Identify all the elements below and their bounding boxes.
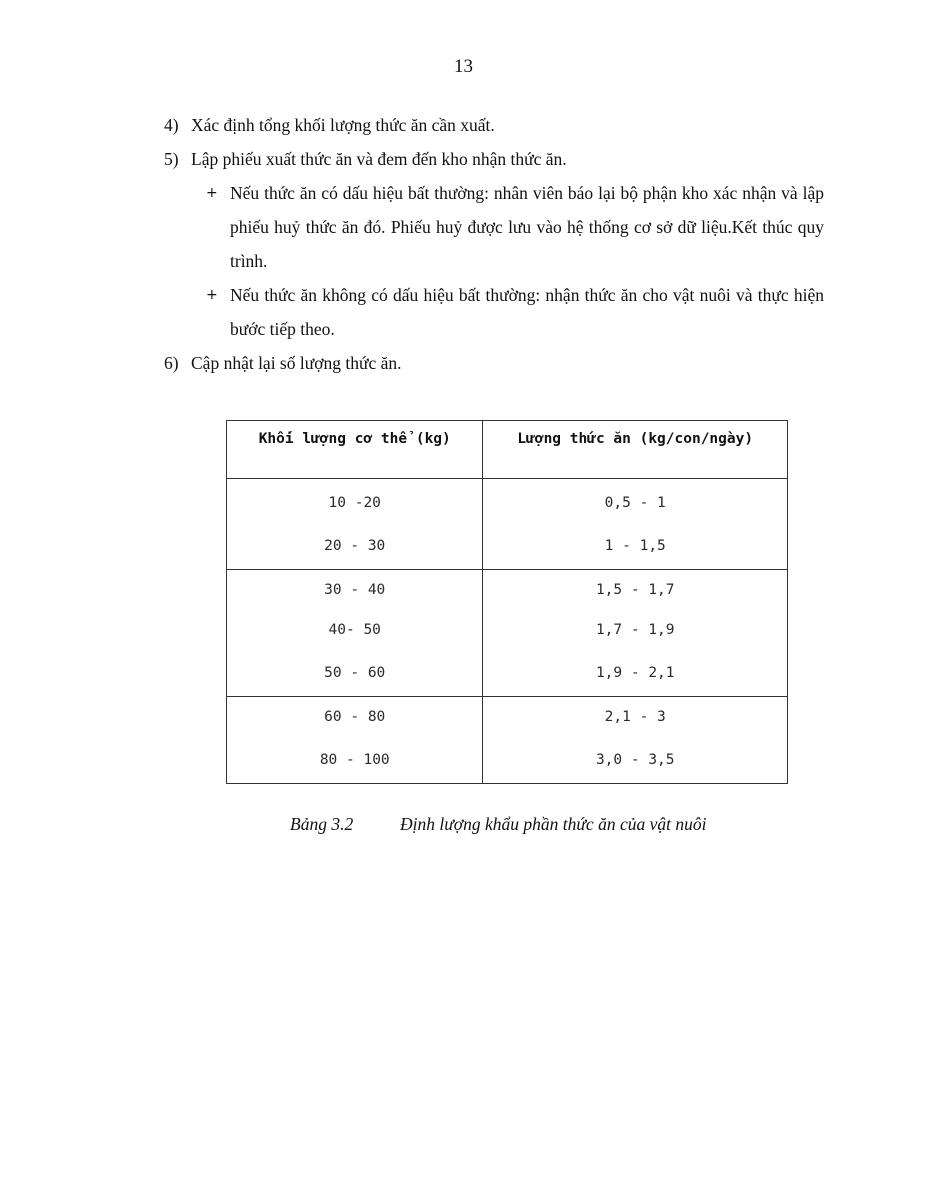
step-number: 4) — [164, 115, 179, 135]
header-body-weight: Khối lượng cơ thể (kg) — [227, 421, 483, 479]
cell-feed-amount: 2,1 - 3 — [483, 697, 788, 738]
feed-ration-table — [226, 420, 788, 784]
table-row — [227, 697, 788, 738]
step-item — [164, 108, 824, 142]
cell-feed-amount: 1,9 - 2,1 — [483, 650, 788, 697]
table-row — [227, 570, 788, 611]
cell-feed-amount: 1,7 - 1,9 — [483, 610, 788, 650]
header-feed-amount: Lượng thức ăn (kg/con/ngày) — [483, 421, 788, 479]
table-row — [227, 479, 788, 524]
cell-feed-amount: 3,0 - 3,5 — [483, 737, 788, 784]
table-row — [227, 610, 788, 650]
cell-body-weight: 20 - 30 — [227, 523, 483, 570]
cell-body-weight: 10 -20 — [227, 479, 483, 524]
cell-feed-amount: 1 - 1,5 — [483, 523, 788, 570]
caption-label: Bảng 3.2 — [290, 814, 354, 834]
table-caption — [290, 814, 706, 835]
step-item — [164, 346, 824, 380]
process-steps — [164, 108, 824, 380]
cell-feed-amount: 1,5 - 1,7 — [483, 570, 788, 611]
step-number: 6) — [164, 353, 179, 373]
cell-body-weight: 40- 50 — [227, 610, 483, 650]
sub-item — [206, 176, 824, 278]
table-row — [227, 650, 788, 697]
cell-body-weight: 30 - 40 — [227, 570, 483, 611]
cell-feed-amount: 0,5 - 1 — [483, 479, 788, 524]
plus-bullet: + — [206, 287, 218, 303]
sub-item — [206, 278, 824, 346]
cell-body-weight: 60 - 80 — [227, 697, 483, 738]
sub-list — [206, 176, 824, 346]
table-header-row — [227, 421, 788, 479]
table-row — [227, 523, 788, 570]
plus-bullet: + — [206, 185, 218, 201]
cell-body-weight: 50 - 60 — [227, 650, 483, 697]
cell-body-weight: 80 - 100 — [227, 737, 483, 784]
table-row — [227, 737, 788, 784]
step-text: Xác định tổng khối lượng thức ăn cần xuất. — [191, 115, 495, 135]
step-text: Lập phiếu xuất thức ăn và đem đến kho nhận thức ăn. — [191, 149, 567, 169]
step-item — [164, 142, 824, 176]
step-text: Cập nhật lại số lượng thức ăn. — [191, 353, 402, 373]
caption-text: Định lượng khẩu phần thức ăn của vật nuôi — [400, 814, 707, 834]
page-number: 13 — [454, 56, 473, 77]
sub-item-text: Nếu thức ăn không có dấu hiệu bất thường: nhận thức ăn cho vật nuôi và thực hiện bước tiếp theo. — [230, 285, 824, 339]
step-number: 5) — [164, 149, 179, 169]
sub-item-text: Nếu thức ăn có dấu hiệu bất thường: nhân viên báo lại bộ phận kho xác nhận và lập phiếu huỷ thức ăn đó. Phiếu huỷ được lưu vào hệ thống cơ sở dữ liệu.Kết thúc quy trình. — [230, 183, 824, 271]
